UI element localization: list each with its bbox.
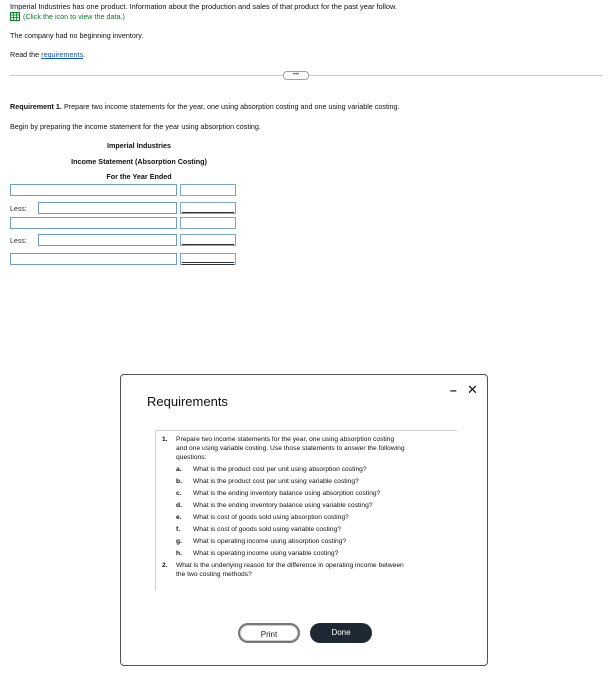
print-button[interactable]: Print [238, 623, 300, 643]
sub-letter-d: d. [176, 502, 182, 509]
subtotal-underline-2 [182, 244, 234, 245]
req-1-line-1: Prepare two income statements for the year, one using absorption costing [176, 436, 395, 443]
sub-letter-e: e. [176, 514, 182, 521]
statement-company: Imperial Industries [107, 141, 171, 150]
sub-item-c: What is the ending inventory balance using absorption costing? [193, 490, 381, 497]
line-item-1-label-input[interactable] [10, 184, 177, 196]
req-2-line-2: the two costing methods? [176, 571, 252, 578]
close-icon[interactable]: ✕ [467, 382, 478, 397]
req-number-2: 2. [162, 562, 168, 569]
line-item-3-label-input[interactable] [10, 217, 177, 229]
sub-item-h: What is operating income using variable costing? [193, 550, 339, 557]
sub-item-b: What is the product cost per unit using variable costing? [193, 478, 359, 485]
line-item-3-amount-input[interactable] [180, 217, 236, 229]
statement-title: Income Statement (Absorption Costing) [71, 157, 207, 166]
less-label-2: Less: [10, 238, 27, 245]
line-item-5-label-input[interactable] [10, 253, 177, 265]
req-2-line-1: What is the underlying reason for the difference in operating income between [176, 562, 404, 569]
line-item-4-label-input[interactable] [38, 234, 177, 246]
requirement-1-heading [10, 102, 400, 111]
subtotal-underline-1 [182, 212, 234, 213]
read-prefix: Read the [10, 50, 40, 59]
requirements-dialog [120, 374, 488, 666]
sub-item-e: What is cost of goods sold using absorption costing? [193, 514, 349, 521]
req-1-line-2: and one using variable costing. Use those statements to answer the following [176, 445, 405, 452]
sub-item-d: What is the ending inventory balance using variable costing? [193, 502, 373, 509]
data-table-icon[interactable] [10, 12, 20, 21]
sub-letter-a: a. [176, 466, 182, 473]
read-suffix: . [83, 50, 86, 59]
instruction-text: Begin by preparing the income statement for the year using absorption costing. [10, 122, 261, 131]
minimize-icon[interactable]: – [450, 383, 457, 397]
line-item-2-label-input[interactable] [38, 202, 177, 214]
statement-period: For the Year Ended [106, 172, 172, 181]
line-item-1-amount-input[interactable] [180, 184, 236, 196]
req-1-line-3: questions: [176, 454, 207, 461]
req-number-1: 1. [162, 436, 168, 443]
sub-letter-h: h. [176, 550, 182, 557]
sub-item-g: What is operating income using absorption costing? [193, 538, 347, 545]
sub-letter-c: c. [176, 490, 182, 497]
less-label-1: Less: [10, 206, 27, 213]
expand-toggle-button[interactable]: ••• [283, 71, 309, 80]
requirements-list-panel [155, 430, 457, 590]
view-data-link[interactable] [10, 12, 125, 21]
beginning-inventory-note: The company had no beginning inventory. [10, 31, 144, 40]
read-requirements-line [10, 50, 85, 59]
done-button[interactable]: Done [310, 623, 372, 643]
requirement-1-text: Prepare two income statements for the year, one using absorption costing and one using variable costing. [63, 102, 400, 111]
requirements-link[interactable]: requirements [41, 50, 84, 59]
sub-item-a: What is the product cost per unit using absorption costing? [193, 466, 367, 473]
sub-item-f: What is cost of goods sold using variable costing? [193, 526, 341, 533]
problem-intro: Imperial Industries has one product. Information about the production and sales of that product for the past year follow. [10, 2, 398, 11]
sub-letter-b: b. [176, 478, 182, 485]
dialog-title: Requirements [147, 394, 228, 409]
total-double-underline [182, 262, 234, 265]
requirement-1-label: Requirement 1. [10, 102, 62, 111]
sub-letter-g: g. [176, 538, 182, 545]
view-data-link-text[interactable]: (Click the icon to view the data.) [23, 12, 125, 21]
sub-letter-f: f. [176, 526, 181, 533]
